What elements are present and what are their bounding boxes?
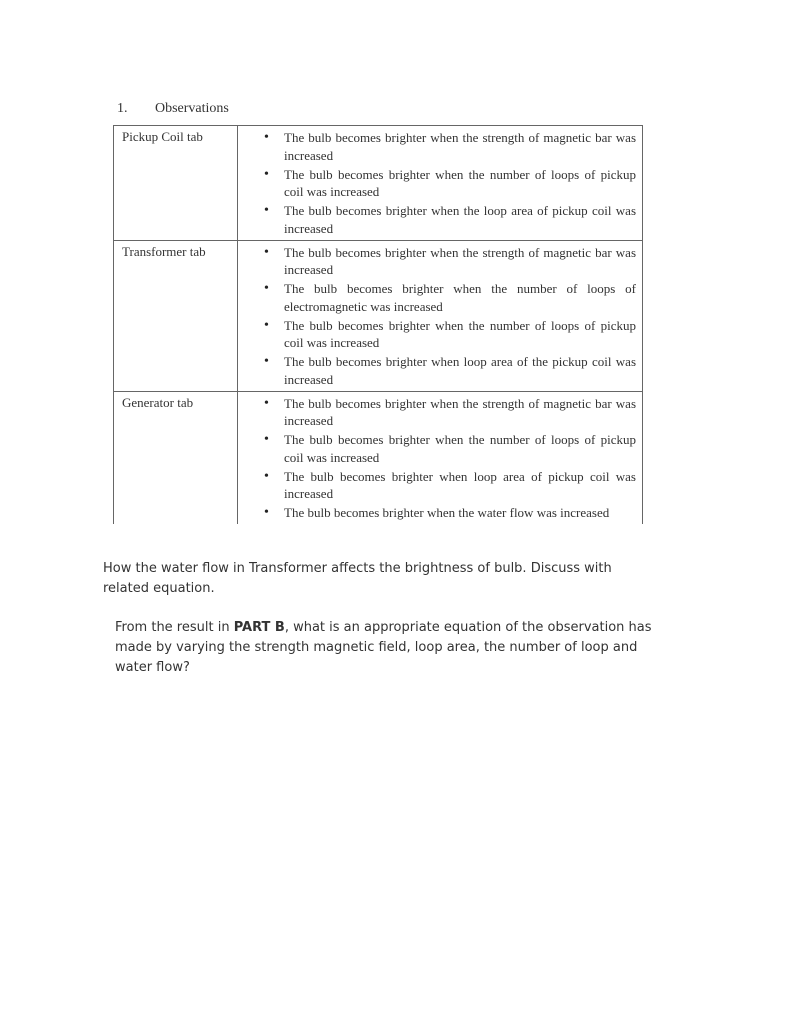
list-item: • The bulb becomes brighter when the strength of magnetic bar was increased bbox=[238, 244, 636, 279]
list-item: • The bulb becomes brighter when the number of loops of electromagnetic was increased bbox=[238, 280, 636, 315]
row-label: Pickup Coil tab bbox=[114, 126, 238, 241]
observations-table bbox=[113, 125, 643, 524]
section-number: 1. bbox=[117, 101, 128, 116]
section-title: Observations bbox=[155, 101, 229, 116]
question-water-flow: How the water flow in Transformer affects the brightness of bulb. Discuss with related equation. bbox=[103, 561, 612, 596]
table-row bbox=[114, 391, 643, 524]
question-equation-prefix: From the result in bbox=[115, 620, 234, 635]
row-observations bbox=[238, 240, 643, 391]
row-observations bbox=[238, 391, 643, 524]
list-item: • The bulb becomes brighter when loop area of the pickup coil was increased bbox=[238, 353, 636, 388]
list-item: • The bulb becomes brighter when the number of loops of pickup coil was increased bbox=[238, 431, 636, 466]
row-label: Generator tab bbox=[114, 391, 238, 524]
list-item: • The bulb becomes brighter when the strength of magnetic bar was increased bbox=[238, 395, 636, 430]
list-item: • The bulb becomes brighter when the water flow was increased bbox=[238, 504, 636, 522]
row-observations bbox=[238, 126, 643, 241]
section-heading bbox=[117, 101, 229, 117]
list-item: • The bulb becomes brighter when the number of loops of pickup coil was increased bbox=[238, 166, 636, 201]
list-item: • The bulb becomes brighter when the strength of magnetic bar was increased bbox=[238, 129, 636, 164]
row-label: Transformer tab bbox=[114, 240, 238, 391]
part-b-label: PART B bbox=[233, 620, 285, 635]
list-item: • The bulb becomes brighter when the number of loops of pickup coil was increased bbox=[238, 317, 636, 352]
table-row bbox=[114, 240, 643, 391]
question-equation-suffix: , what is an appropriate equation of the observation has made by varying the strength magnetic field, loop area, the number of loop and water flow? bbox=[115, 620, 652, 675]
list-item: • The bulb becomes brighter when loop area of pickup coil was increased bbox=[238, 468, 636, 503]
question-equation bbox=[115, 618, 655, 678]
list-item: • The bulb becomes brighter when the loop area of pickup coil was increased bbox=[238, 202, 636, 237]
table-row bbox=[114, 126, 643, 241]
